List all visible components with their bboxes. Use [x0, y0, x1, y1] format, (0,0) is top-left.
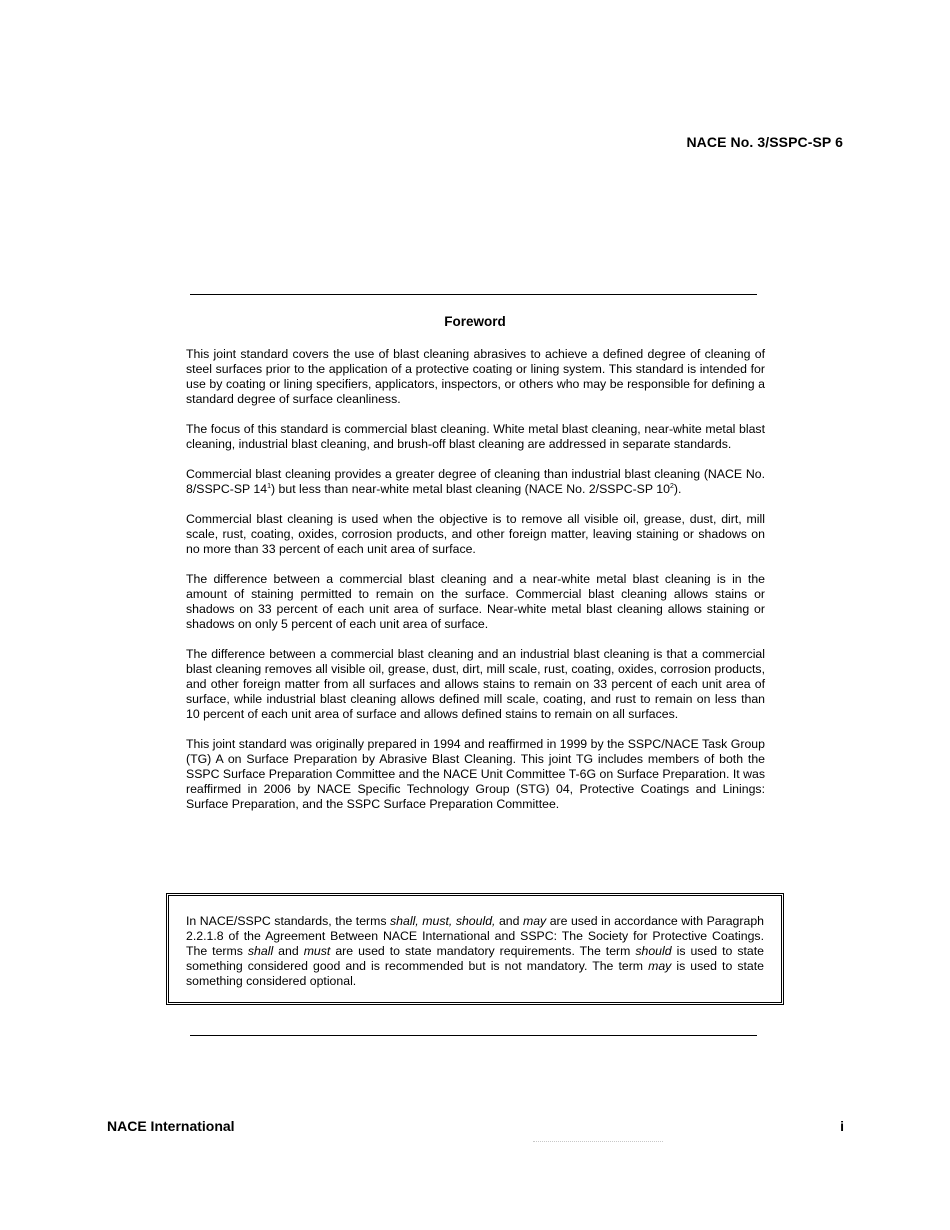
note-term-must: must — [303, 944, 331, 958]
foreword-paragraph-2: The focus of this standard is commercial blast cleaning. White metal blast cleaning, near-white metal blast cleaning, industrial blast cleaning, and brush-off blast cleaning are addressed in separate standards. — [186, 422, 765, 451]
note-term-shall: shall — [247, 944, 274, 958]
footer-page-number: i — [840, 1118, 844, 1134]
note-text-segment: are used to state mandatory requirements. The term — [330, 944, 636, 958]
foreword-paragraph-7: This joint standard was originally prepared in 1994 and reaffirmed in 1999 by the SSPC/NACE Task Group (TG) A on Surface Preparation by Abrasive Blast Cleaning. This joint TG includes members of both the SSPC Surface Preparation Committee and the NACE Unit Committee T-6G on Surface Preparation. It was reaffirmed in 2006 by NACE Specific Technology Group (STG) 04, Protective Coatings and Linings: Surface Preparation, and the SSPC Surface Preparation Committee. — [186, 737, 765, 811]
note-term-may: may — [522, 914, 547, 928]
note-text-segment: and — [273, 944, 304, 958]
note-text-segment: is used to state something considered optional. — [186, 959, 764, 988]
note-term-shall: shall, — [390, 914, 419, 928]
scan-artifact-dots — [533, 1141, 663, 1142]
paragraph-3-text-a: Commercial blast cleaning provides a greater degree of cleaning than industrial blast cleaning (NACE No. 8/SSPC-SP 14 — [186, 467, 765, 496]
bottom-horizontal-rule — [190, 1035, 757, 1036]
document-standard-id: NACE No. 3/SSPC-SP 6 — [686, 134, 843, 150]
note-text-segment: and — [495, 914, 523, 928]
foreword-paragraph-5: The difference between a commercial blast cleaning and a near-white metal blast cleaning is in the amount of staining permitted to remain on the surface. Commercial blast cleaning allows stains or shadows on 33 percent of each unit area of surface. Near-white metal blast cleaning allows staining or shadows on only 5 percent of each unit area of surface. — [186, 572, 765, 631]
note-term-may: may — [648, 959, 672, 973]
note-term-must: must, — [422, 914, 453, 928]
note-text-segment: are used in accordance with Paragraph 2.2.1.8 of the Agreement Between NACE International and SSPC: The Society for Protective Coatings. The terms — [186, 914, 764, 958]
note-term-should: should — [635, 944, 672, 958]
paragraph-3-text-c: ). — [673, 482, 682, 496]
paragraph-3-text-b: ) but less than near-white metal blast cleaning (NACE No. 2/SSPC-SP 10 — [271, 482, 670, 496]
top-horizontal-rule — [190, 294, 757, 295]
note-term-should: should, — [455, 914, 496, 928]
foreword-body — [186, 347, 765, 812]
foreword-paragraph-6: The difference between a commercial blast cleaning and an industrial blast cleaning is that a commercial blast cleaning removes all visible oil, grease, dust, dirt, mill scale, rust, coating, oxides, corrosion products, and other foreign matter from all surfaces and allows stains to remain on 33 percent of each unit area of surface, while industrial blast cleaning allows defined mill scale, coating, and rust to remain on less than 10 percent of each unit area of surface and allows defined stains to remain on all surfaces. — [186, 647, 765, 721]
reference-superscript-1: 1 — [267, 483, 272, 490]
foreword-paragraph-4: Commercial blast cleaning is used when the objective is to remove all visible oil, grease, dust, dirt, mill scale, rust, coating, oxides, corrosion products, and other foreign matter, leaving staining or shadows on no more than 33 percent of each unit area of surface. — [186, 512, 765, 556]
note-text-segment: In NACE/SSPC standards, the terms — [186, 914, 391, 928]
foreword-heading: Foreword — [444, 314, 506, 329]
foreword-paragraph-1: This joint standard covers the use of blast cleaning abrasives to achieve a defined degree of cleaning of steel surfaces prior to the application of a protective coating or lining system. This standard is intended for use by coating or lining specifiers, applicators, inspectors, or others who may be responsible for defining a standard degree of surface cleanliness. — [186, 347, 765, 406]
terminology-note-box — [166, 893, 784, 1005]
reference-superscript-2: 2 — [669, 483, 674, 490]
foreword-paragraph-3 — [186, 467, 765, 497]
footer-organization: NACE International — [107, 1118, 235, 1134]
terminology-note-text — [186, 914, 764, 989]
note-text-segment: is used to state something considered good and is recommended but is not mandatory. The term — [186, 944, 764, 973]
